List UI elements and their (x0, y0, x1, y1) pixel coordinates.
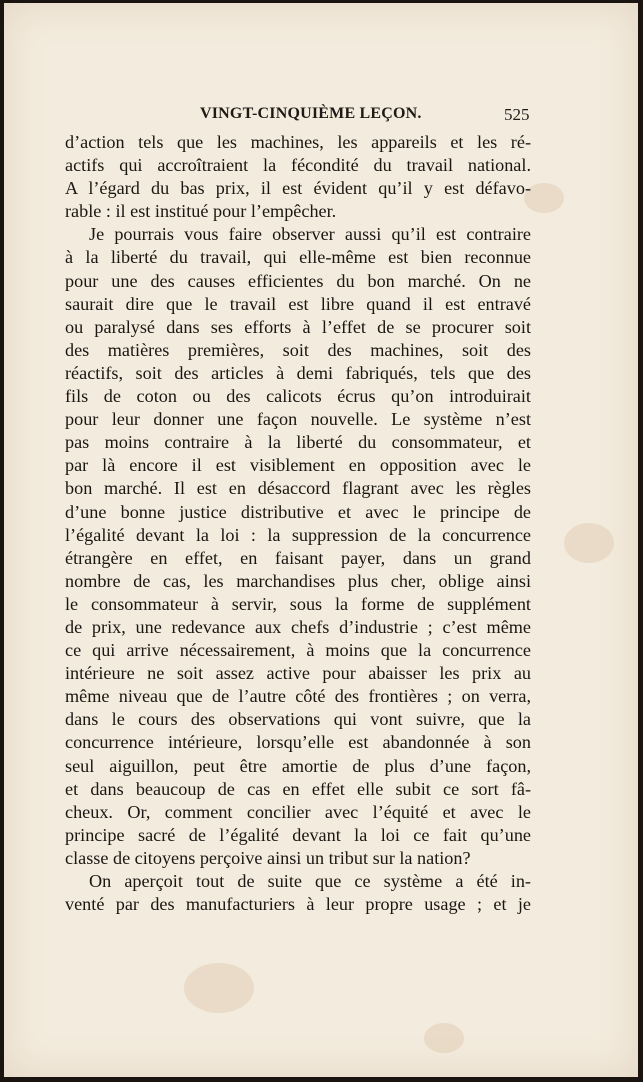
text-line: ce qui arrive nécessairement, à moins que la concurrence (65, 640, 531, 661)
text-line: actifs qui accroîtraient la fécondité du travail national. (65, 155, 531, 176)
text-line: Je pourrais vous faire observer aussi qu’il est contraire (89, 224, 531, 245)
running-header (4, 105, 638, 129)
text-line: d’action tels que les machines, les appareils et les ré- (65, 132, 531, 152)
text-line: classe de citoyens perçoive ainsi un tribut sur la nation? (65, 847, 471, 868)
text-line: principe sacré de l’égalité devant la loi ce fait qu’une (65, 824, 531, 845)
text-line: bon marché. Il est en désaccord flagrant avec les règles (65, 478, 531, 499)
text-line: à la liberté du travail, qui elle-même est bien reconnue (65, 247, 531, 268)
paper-stain (424, 1023, 464, 1053)
text-line: cheux. Or, comment concilier avec l’équité et avec le (65, 801, 531, 822)
text-line: pour leur donner une façon nouvelle. Le système n’est (65, 409, 531, 430)
text-line: On aperçoit tout de suite que ce système a été in- (89, 871, 531, 891)
book-page (4, 3, 638, 1077)
text-line: pour une des causes efficientes du bon marché. On ne (65, 270, 531, 291)
text-line: dans le cours des observations qui vont suivre, que la (65, 709, 531, 730)
text-line: par là encore il est visiblement en opposition avec le (65, 455, 531, 476)
text-line: l’égalité devant la loi : la suppression de la concurrence (65, 524, 531, 545)
text-line: de prix, une redevance aux chefs d’industrie ; c’est même (65, 616, 531, 637)
text-line: étrangère en effet, en faisant payer, dans un grand (65, 547, 531, 568)
paper-stain (184, 963, 254, 1013)
page-number: 525 (504, 105, 530, 124)
text-line: fils de coton ou des calicots écrus qu’on introduirait (65, 386, 531, 407)
body-text (65, 131, 531, 916)
text-line: A l’égard du bas prix, il est évident qu’il y est défavo- (65, 178, 531, 199)
text-line: intérieure ne soit assez active pour abaisser les prix au (65, 663, 531, 684)
text-line: saurait dire que le travail est libre quand il est entravé (65, 293, 531, 314)
text-line: d’une bonne justice distributive et avec le principe de (65, 501, 531, 522)
text-line: réactifs, soit des articles à demi fabriqués, tels que des (65, 362, 531, 383)
text-line: ou paralysé dans ses efforts à l’effet de se procurer soit (65, 316, 531, 337)
text-line: concurrence intérieure, lorsqu’elle est abandonnée à son (65, 732, 531, 753)
text-line: le consommateur à servir, sous la forme de supplément (65, 593, 531, 614)
text-line: seul aiguillon, peut être amortie de plus d’une façon, (65, 755, 531, 776)
text-line: venté par des manufacturiers à leur propre usage ; et je (65, 894, 531, 915)
text-line: rable : il est institué pour l’empêcher. (65, 201, 337, 222)
text-line: pas moins contraire à la liberté du consommateur, et (65, 432, 531, 453)
chapter-title: VINGT-CINQUIÈME LEÇON. (200, 105, 422, 122)
paper-stain (564, 523, 614, 563)
text-line: des matières premières, soit des machines, soit des (65, 339, 531, 360)
text-line: nombre de cas, les marchandises plus cher, oblige ainsi (65, 570, 531, 591)
text-line: même niveau que de l’autre côté des frontières ; on verra, (65, 686, 531, 707)
text-line: et dans beaucoup de cas en effet elle subit ce sort fâ- (65, 778, 531, 799)
